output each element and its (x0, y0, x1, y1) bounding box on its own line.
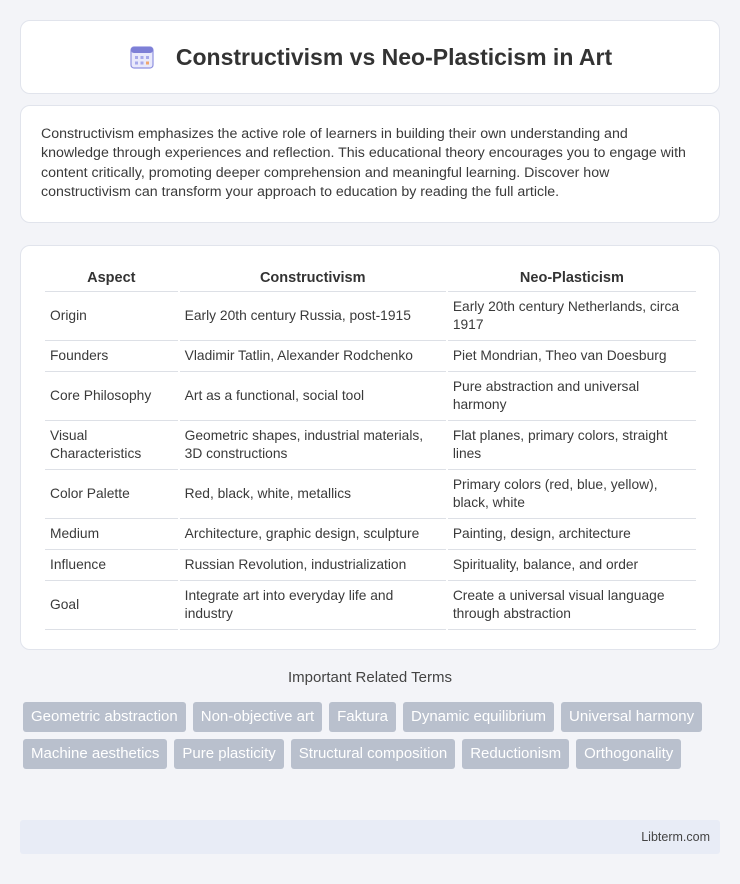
calendar-icon (128, 43, 156, 71)
table-cell: Red, black, white, metallics (180, 470, 446, 519)
footer (20, 820, 720, 854)
table-cell: Founders (45, 341, 178, 372)
column-header-aspect: Aspect (45, 264, 178, 292)
table-cell: Pure abstraction and universal harmony (448, 372, 696, 421)
related-term-tag[interactable]: Faktura (329, 702, 396, 732)
related-term-tag[interactable]: Geometric abstraction (23, 702, 186, 732)
table-cell: Architecture, graphic design, sculpture (180, 519, 446, 550)
page-title: Constructivism vs Neo-Plasticism in Art (175, 43, 613, 70)
table-row (45, 519, 696, 550)
column-header-neo-plasticism: Neo-Plasticism (448, 264, 696, 292)
table-cell: Create a universal visual language through abstraction (448, 581, 696, 630)
column-header-constructivism: Constructivism (180, 264, 446, 292)
table-cell: Early 20th century Netherlands, circa 1917 (448, 292, 696, 341)
footer-site-link[interactable]: Libterm.com (641, 830, 710, 844)
table-cell: Origin (45, 292, 178, 341)
table-cell: Spirituality, balance, and order (448, 550, 696, 581)
table-header-row (45, 264, 696, 292)
related-terms-heading: Important Related Terms (288, 669, 452, 686)
title-card (20, 20, 720, 94)
table-cell: Medium (45, 519, 178, 550)
related-terms-list (23, 702, 713, 776)
related-term-tag[interactable]: Orthogonality (576, 739, 681, 769)
table-row (45, 550, 696, 581)
table-cell: Russian Revolution, industrialization (180, 550, 446, 581)
table-row (45, 470, 696, 519)
table-row (45, 372, 696, 421)
table-row (45, 421, 696, 470)
related-term-tag[interactable]: Universal harmony (561, 702, 702, 732)
table-cell: Vladimir Tatlin, Alexander Rodchenko (180, 341, 446, 372)
table-cell: Primary colors (red, blue, yellow), black, white (448, 470, 696, 519)
related-term-tag[interactable]: Non-objective art (193, 702, 322, 732)
related-term-tag[interactable]: Dynamic equilibrium (403, 702, 554, 732)
table-cell: Core Philosophy (45, 372, 178, 421)
comparison-table (43, 264, 698, 630)
table-cell: Integrate art into everyday life and industry (180, 581, 446, 630)
related-term-tag[interactable]: Machine aesthetics (23, 739, 167, 769)
related-term-tag[interactable]: Pure plasticity (174, 739, 283, 769)
table-cell: Art as a functional, social tool (180, 372, 446, 421)
table-cell: Color Palette (45, 470, 178, 519)
table-cell: Influence (45, 550, 178, 581)
table-row (45, 341, 696, 372)
table-row (45, 292, 696, 341)
table-cell: Goal (45, 581, 178, 630)
table-row (45, 581, 696, 630)
table-cell: Flat planes, primary colors, straight lines (448, 421, 696, 470)
table-cell: Geometric shapes, industrial materials, 3D constructions (180, 421, 446, 470)
comparison-table-card (20, 245, 720, 650)
related-term-tag[interactable]: Structural composition (291, 739, 455, 769)
table-cell: Visual Characteristics (45, 421, 178, 470)
table-cell: Piet Mondrian, Theo van Doesburg (448, 341, 696, 372)
intro-card (20, 105, 720, 223)
intro-text: Constructivism emphasizes the active role of learners in building their own understanding and knowledge through experiences and reflection. This educational theory encourages you to engage with content critically, promoting deeper comprehension and meaningful learning. Discover how constructivism can transform your approach to education by reading the full article. (41, 126, 686, 201)
table-cell: Early 20th century Russia, post-1915 (180, 292, 446, 341)
related-term-tag[interactable]: Reductionism (462, 739, 569, 769)
table-cell: Painting, design, architecture (448, 519, 696, 550)
